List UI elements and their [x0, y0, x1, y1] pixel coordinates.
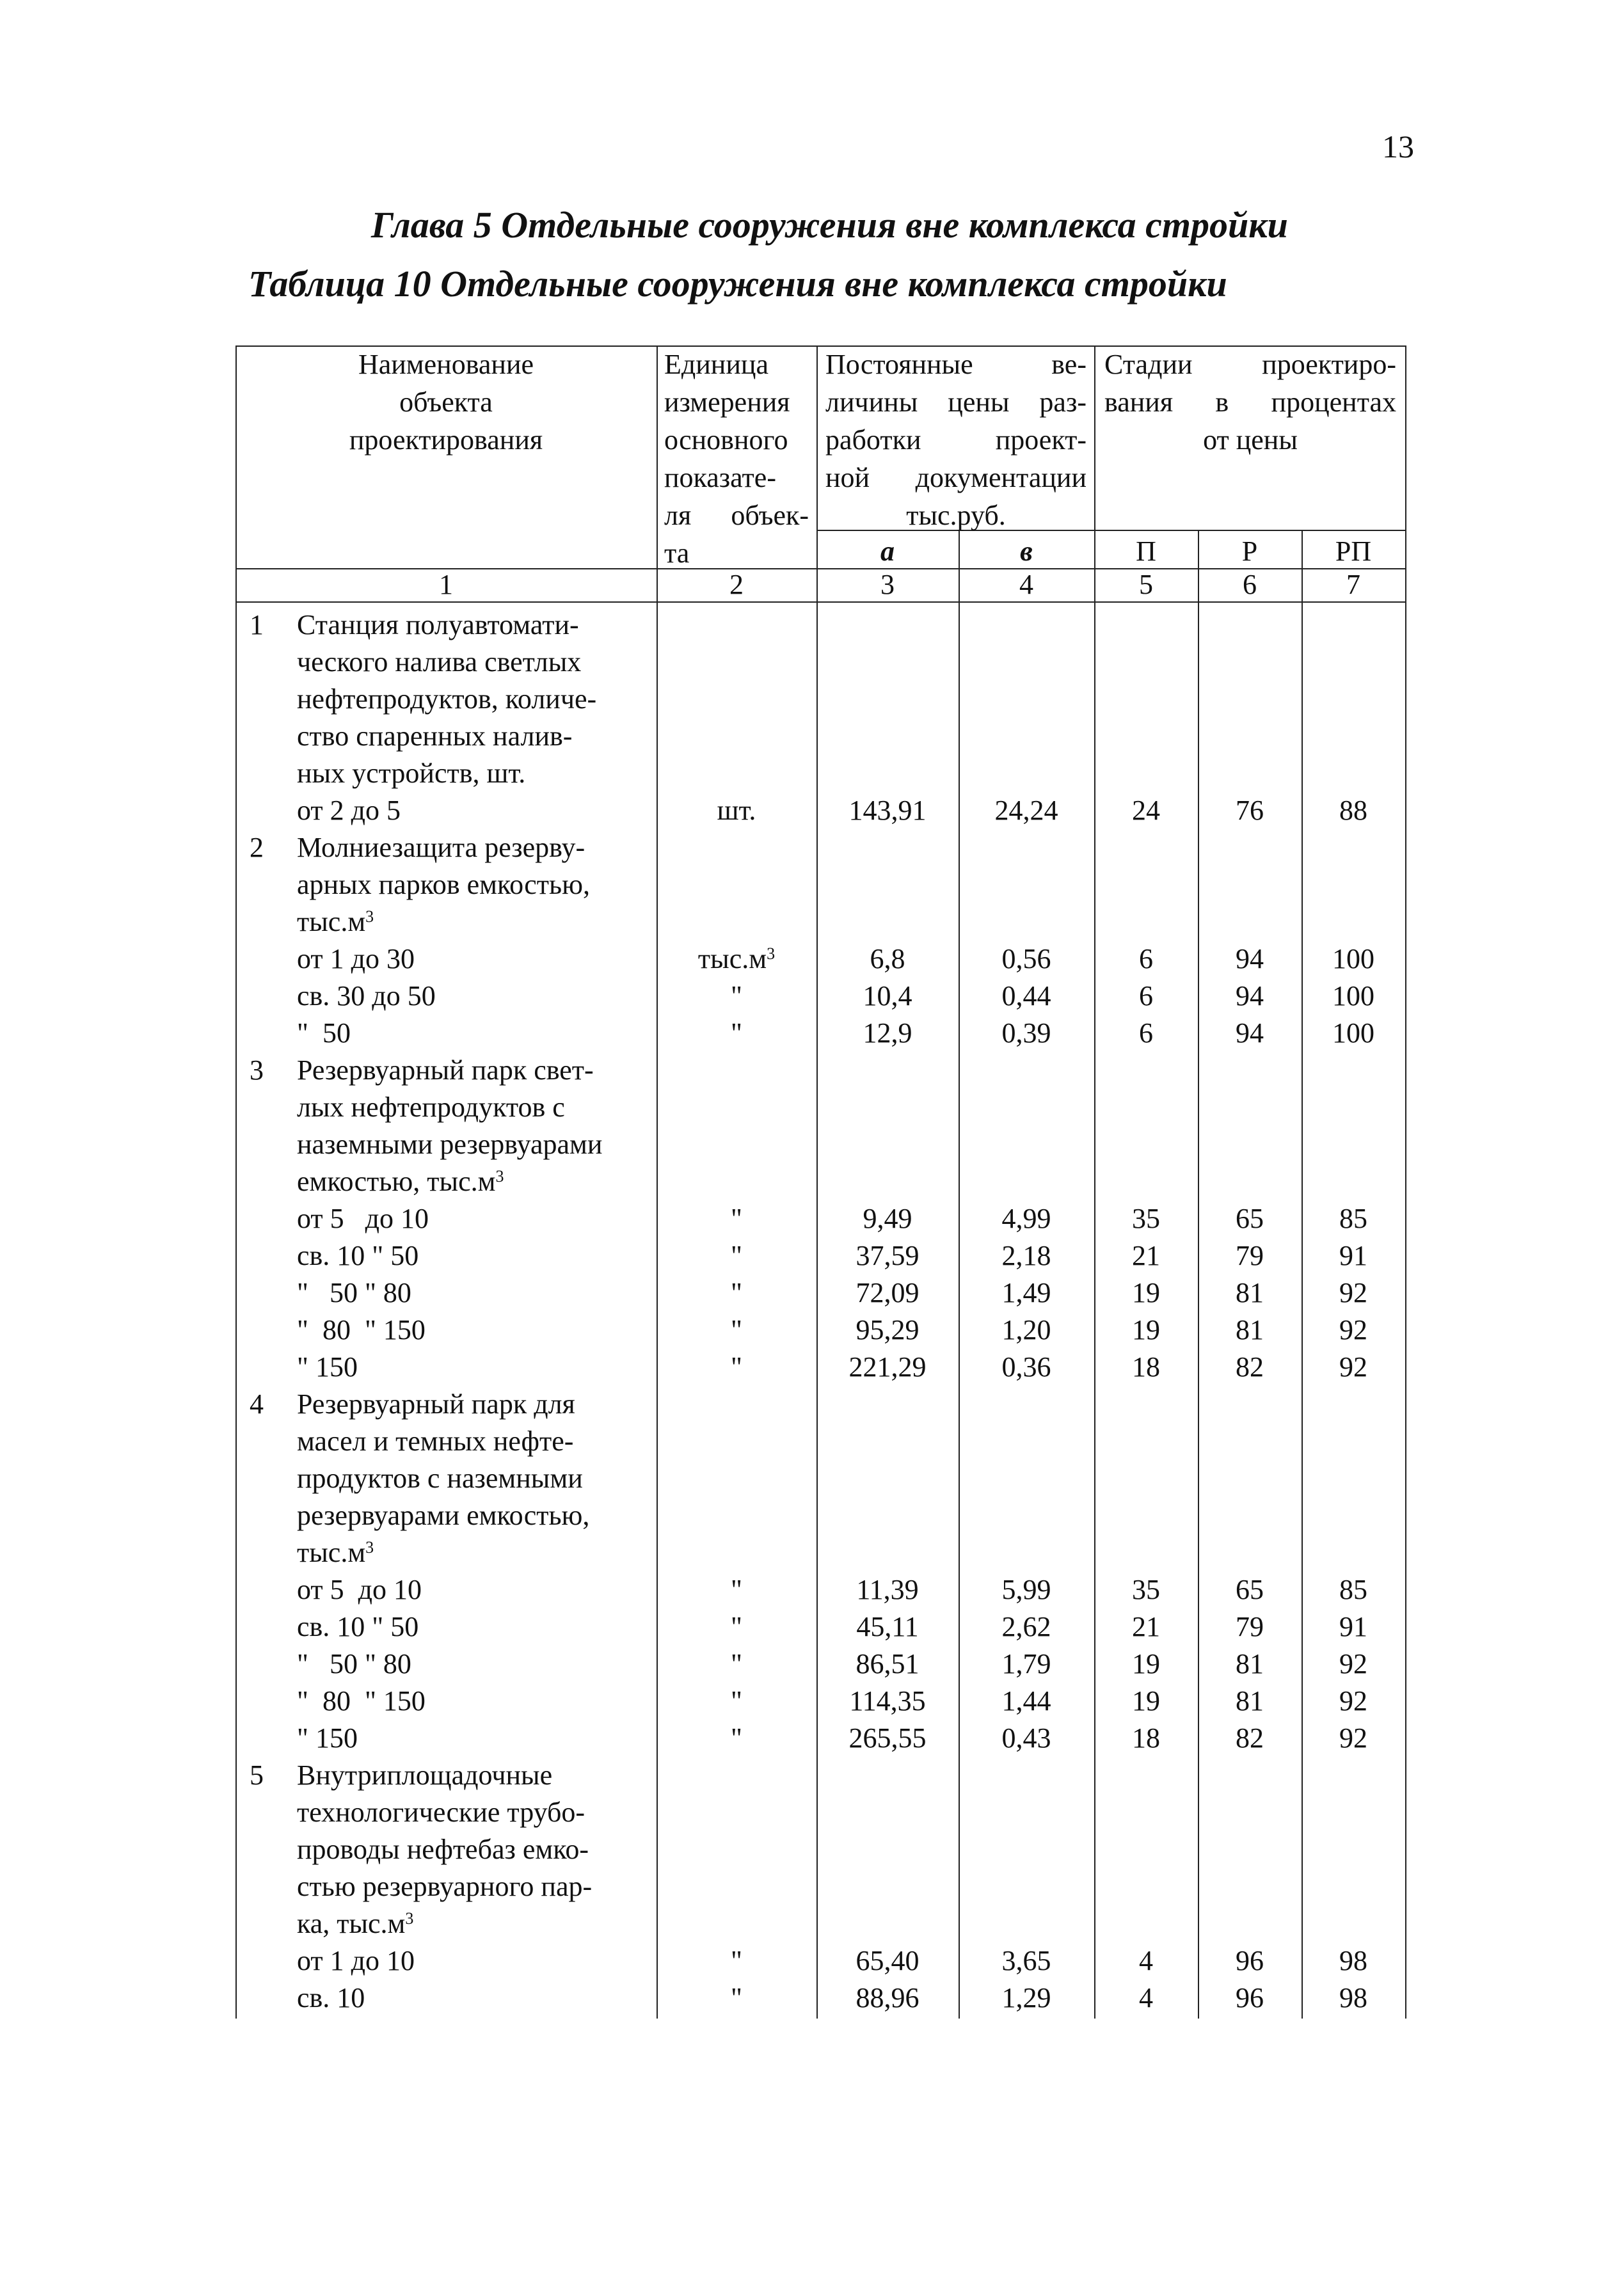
- cell-rp: 92: [1339, 1685, 1367, 1717]
- row-title-text: Резервуарный парк для: [297, 1388, 575, 1420]
- cell-unit: ": [731, 1574, 742, 1605]
- cell-rp: 92: [1339, 1351, 1367, 1383]
- cell-r: 81: [1236, 1314, 1264, 1345]
- cell-rp: 98: [1339, 1945, 1367, 1976]
- row-title-text: технологические трубо-: [297, 1797, 585, 1828]
- cell-a: 72,09: [856, 1277, 919, 1308]
- cell-a: 10,4: [863, 980, 912, 1012]
- subheader-b: в: [1020, 536, 1033, 567]
- row-title-text: стью резервуарного пар-: [297, 1871, 593, 1902]
- row-title-line: [297, 1497, 655, 1534]
- col-number-1: 1: [439, 569, 453, 600]
- row-title-line: [297, 1905, 655, 1942]
- cell-a: 86,51: [856, 1648, 919, 1679]
- cell-rp: 85: [1339, 1574, 1367, 1605]
- col-number-5: 5: [1139, 569, 1153, 600]
- row-title-line: [297, 718, 655, 755]
- cell-a: 45,11: [856, 1611, 919, 1642]
- row-title: [297, 1386, 655, 1571]
- row-title-text: ка, тыс.м: [297, 1908, 406, 1939]
- row-title-text: масел и темных нефте-: [297, 1425, 574, 1457]
- row-number: 4: [250, 1388, 264, 1420]
- row-title-text: ство спаренных налив-: [297, 720, 573, 752]
- subheader-p: П: [1136, 536, 1156, 567]
- chapter-title: Глава 5 Отдельные сооружения вне комплекса стройки: [371, 204, 1288, 246]
- row-title-line: [297, 755, 655, 792]
- cell-unit: ": [731, 1945, 742, 1976]
- cell-b: 4,99: [1001, 1203, 1051, 1234]
- row-title: [297, 829, 655, 941]
- cell-unit: ": [731, 1685, 742, 1717]
- row-title-text: Резервуарный парк свет-: [297, 1054, 594, 1086]
- cell-r: 81: [1236, 1277, 1264, 1308]
- row-title-text: продуктов с наземными: [297, 1463, 583, 1494]
- cell-p: 19: [1132, 1277, 1160, 1308]
- cell-unit: ": [731, 980, 742, 1012]
- cell-r: 76: [1236, 795, 1264, 826]
- cell-p: 19: [1132, 1314, 1160, 1345]
- cell-a: 65,40: [856, 1945, 919, 1976]
- row-title-text: проводы нефтебаз емко-: [297, 1834, 589, 1865]
- row-label: " 50 " 80: [297, 1648, 411, 1679]
- superscript: 3: [365, 1538, 374, 1557]
- cell-r: 94: [1236, 943, 1264, 974]
- cell-a: 11,39: [856, 1574, 919, 1605]
- cell-p: 21: [1132, 1611, 1160, 1642]
- cell-a: 221,29: [848, 1351, 927, 1383]
- row-title-line: [297, 1757, 655, 1794]
- cell-r: 94: [1236, 980, 1264, 1012]
- col-number-6: 6: [1243, 569, 1257, 600]
- row-title-text: лых нефтепродуктов с: [297, 1091, 565, 1123]
- row-title: [297, 607, 655, 792]
- subheader-rp: РП: [1335, 536, 1372, 567]
- cell-b: 3,65: [1001, 1945, 1051, 1976]
- cell-rp: 100: [1332, 1017, 1374, 1049]
- row-title-line: [297, 1163, 655, 1200]
- row-label: " 80 " 150: [297, 1314, 426, 1345]
- row-title-line: [297, 1534, 655, 1571]
- row-label: от 2 до 5: [297, 795, 401, 826]
- row-title-text: тыс.м: [297, 906, 366, 937]
- row-title-line: [297, 1460, 655, 1497]
- cell-p: 18: [1132, 1351, 1160, 1383]
- row-label: от 1 до 10: [297, 1945, 415, 1976]
- cell-rp: 88: [1339, 795, 1367, 826]
- cell-b: 24,24: [994, 795, 1058, 826]
- cell-p: 4: [1139, 1982, 1153, 2013]
- row-title-text: Станция полуавтомати-: [297, 609, 579, 640]
- row-title-line: [297, 644, 655, 681]
- cell-r: 82: [1236, 1722, 1264, 1754]
- cell-b: 1,44: [1001, 1685, 1051, 1717]
- cell-r: 65: [1236, 1574, 1264, 1605]
- cell-p: 19: [1132, 1648, 1160, 1679]
- cell-a: 6,8: [870, 943, 905, 974]
- cell-a: 12,9: [863, 1017, 912, 1049]
- row-title-text: Внутриплощадочные: [297, 1759, 553, 1791]
- col-number-7: 7: [1346, 569, 1360, 600]
- row-title-text: ных устройств, шт.: [297, 758, 526, 789]
- cell-unit: ": [731, 1203, 742, 1234]
- subheader-a: а: [880, 536, 895, 567]
- cell-unit: ": [731, 1722, 742, 1754]
- cell-b: 0,56: [1001, 943, 1051, 974]
- cell-unit: шт.: [717, 795, 756, 826]
- superscript: 3: [767, 944, 776, 963]
- cell-a: 95,29: [856, 1314, 919, 1345]
- cell-p: 4: [1139, 1945, 1153, 1976]
- cell-a: 265,55: [848, 1722, 927, 1754]
- header-name: Наименование объекта проектирования: [349, 349, 543, 456]
- row-title-line: [297, 1126, 655, 1163]
- cell-r: 79: [1236, 1611, 1264, 1642]
- cell-p: 18: [1132, 1722, 1160, 1754]
- row-label: " 150: [297, 1722, 358, 1754]
- row-number: 1: [250, 609, 264, 640]
- row-label: св. 10: [297, 1982, 365, 2013]
- cell-p: 6: [1139, 1017, 1153, 1049]
- superscript: 3: [495, 1167, 504, 1186]
- cell-r: 79: [1236, 1240, 1264, 1271]
- row-label: " 80 " 150: [297, 1685, 426, 1717]
- cell-rp: 100: [1332, 943, 1374, 974]
- cell-p: 35: [1132, 1574, 1160, 1605]
- cell-rp: 92: [1339, 1314, 1367, 1345]
- cell-b: 1,20: [1001, 1314, 1051, 1345]
- price-table: [235, 345, 1405, 2019]
- row-title-line: [297, 1794, 655, 1831]
- cell-unit: ": [731, 1240, 742, 1271]
- row-title-line: [297, 1089, 655, 1126]
- row-label: от 5 до 10: [297, 1203, 429, 1234]
- cell-b: 0,44: [1001, 980, 1051, 1012]
- row-label: св. 10 " 50: [297, 1611, 419, 1642]
- superscript: 3: [405, 1909, 414, 1928]
- cell-r: 82: [1236, 1351, 1264, 1383]
- header-stages: Стадии проектиро- вания в процентах от цены: [1104, 349, 1396, 456]
- cell-unit: ": [731, 1017, 742, 1049]
- cell-b: 0,39: [1001, 1017, 1051, 1049]
- cell-unit: ": [731, 1277, 742, 1308]
- row-label: св. 10 " 50: [297, 1240, 419, 1271]
- row-number: 2: [250, 832, 264, 863]
- row-title-line: [297, 607, 655, 644]
- cell-unit: $тыс.м^3$: [697, 943, 776, 974]
- cell-rp: 91: [1339, 1611, 1367, 1642]
- row-label: св. 30 до 50: [297, 980, 436, 1012]
- row-label: " 150: [297, 1351, 358, 1383]
- table-right-border: [1405, 345, 1406, 2019]
- row-title-line: [297, 1831, 655, 1868]
- cell-p: 24: [1132, 795, 1160, 826]
- col-number-2: 2: [729, 569, 744, 600]
- row-title-text: ческого налива светлых: [297, 646, 582, 678]
- row-label: от 5 до 10: [297, 1574, 422, 1605]
- cell-r: 65: [1236, 1203, 1264, 1234]
- row-label: от 1 до 30: [297, 943, 415, 974]
- superscript: 3: [365, 907, 374, 926]
- cell-r: 96: [1236, 1982, 1264, 2013]
- cell-b: 1,49: [1001, 1277, 1051, 1308]
- row-title: [297, 1757, 655, 1942]
- cell-b: 2,18: [1001, 1240, 1051, 1271]
- row-title-line: [297, 1386, 655, 1423]
- col-number-3: 3: [880, 569, 895, 600]
- cell-p: 21: [1132, 1240, 1160, 1271]
- row-title-line: [297, 903, 655, 941]
- cell-p: 6: [1139, 980, 1153, 1012]
- cell-rp: 92: [1339, 1277, 1367, 1308]
- cell-rp: 92: [1339, 1722, 1367, 1754]
- cell-a: 88,96: [856, 1982, 919, 2013]
- row-title-line: [297, 1423, 655, 1460]
- cell-r: 81: [1236, 1685, 1264, 1717]
- cell-r: 94: [1236, 1017, 1264, 1049]
- cell-p: 6: [1139, 943, 1153, 974]
- row-title-text: Молниезащита резерву-: [297, 832, 585, 863]
- row-title-text: резервуарами емкостью,: [297, 1500, 590, 1531]
- cell-rp: 100: [1332, 980, 1374, 1012]
- cell-a: 37,59: [856, 1240, 919, 1271]
- cell-rp: 92: [1339, 1648, 1367, 1679]
- row-number: 5: [250, 1759, 264, 1791]
- row-title-line: [297, 1052, 655, 1089]
- page-number: 13: [1382, 129, 1414, 164]
- cell-unit: ": [731, 1648, 742, 1679]
- subheader-r: Р: [1241, 536, 1258, 567]
- row-title-text: тыс.м: [297, 1537, 366, 1568]
- row-title-line: [297, 829, 655, 866]
- cell-rp: 85: [1339, 1203, 1367, 1234]
- cell-rp: 91: [1339, 1240, 1367, 1271]
- header-unit: Единица измерения основного показате- ля объек- та: [664, 349, 809, 569]
- row-title-text: арных парков емкостью,: [297, 869, 590, 900]
- cell-b: 2,62: [1001, 1611, 1051, 1642]
- cell-b: 1,29: [1001, 1982, 1051, 2013]
- row-title-line: [297, 1868, 655, 1905]
- row-title: [297, 1052, 655, 1200]
- cell-p: 35: [1132, 1203, 1160, 1234]
- row-title-line: [297, 866, 655, 903]
- cell-b: 0,36: [1001, 1351, 1051, 1383]
- row-title-line: [297, 681, 655, 718]
- row-title-text: емкостью, тыс.м: [297, 1166, 496, 1197]
- cell-a: 143,91: [848, 795, 927, 826]
- cell-b: 0,43: [1001, 1722, 1051, 1754]
- cell-a: 9,49: [863, 1203, 912, 1234]
- cell-p: 19: [1132, 1685, 1160, 1717]
- row-label: " 50: [297, 1017, 351, 1049]
- cell-r: 96: [1236, 1945, 1264, 1976]
- cell-a: 114,35: [849, 1685, 926, 1717]
- row-title-text: наземными резервуарами: [297, 1129, 603, 1160]
- table-title: Таблица 10 Отдельные сооружения вне комплекса стройки: [248, 263, 1227, 305]
- col-number-4: 4: [1019, 569, 1033, 600]
- row-number: 3: [250, 1054, 264, 1086]
- header-price: Постоянные ве- личины цены раз- работки проект- ной документации тыс.руб.: [825, 349, 1087, 531]
- row-label: " 50 " 80: [297, 1277, 411, 1308]
- cell-unit: ": [731, 1982, 742, 2013]
- cell-b: 1,79: [1001, 1648, 1051, 1679]
- cell-rp: 98: [1339, 1982, 1367, 2013]
- cell-b: 5,99: [1001, 1574, 1051, 1605]
- cell-unit: ": [731, 1351, 742, 1383]
- cell-unit: ": [731, 1314, 742, 1345]
- row-title-text: нефтепродуктов, количе-: [297, 683, 597, 715]
- cell-r: 81: [1236, 1648, 1264, 1679]
- cell-unit: ": [731, 1611, 742, 1642]
